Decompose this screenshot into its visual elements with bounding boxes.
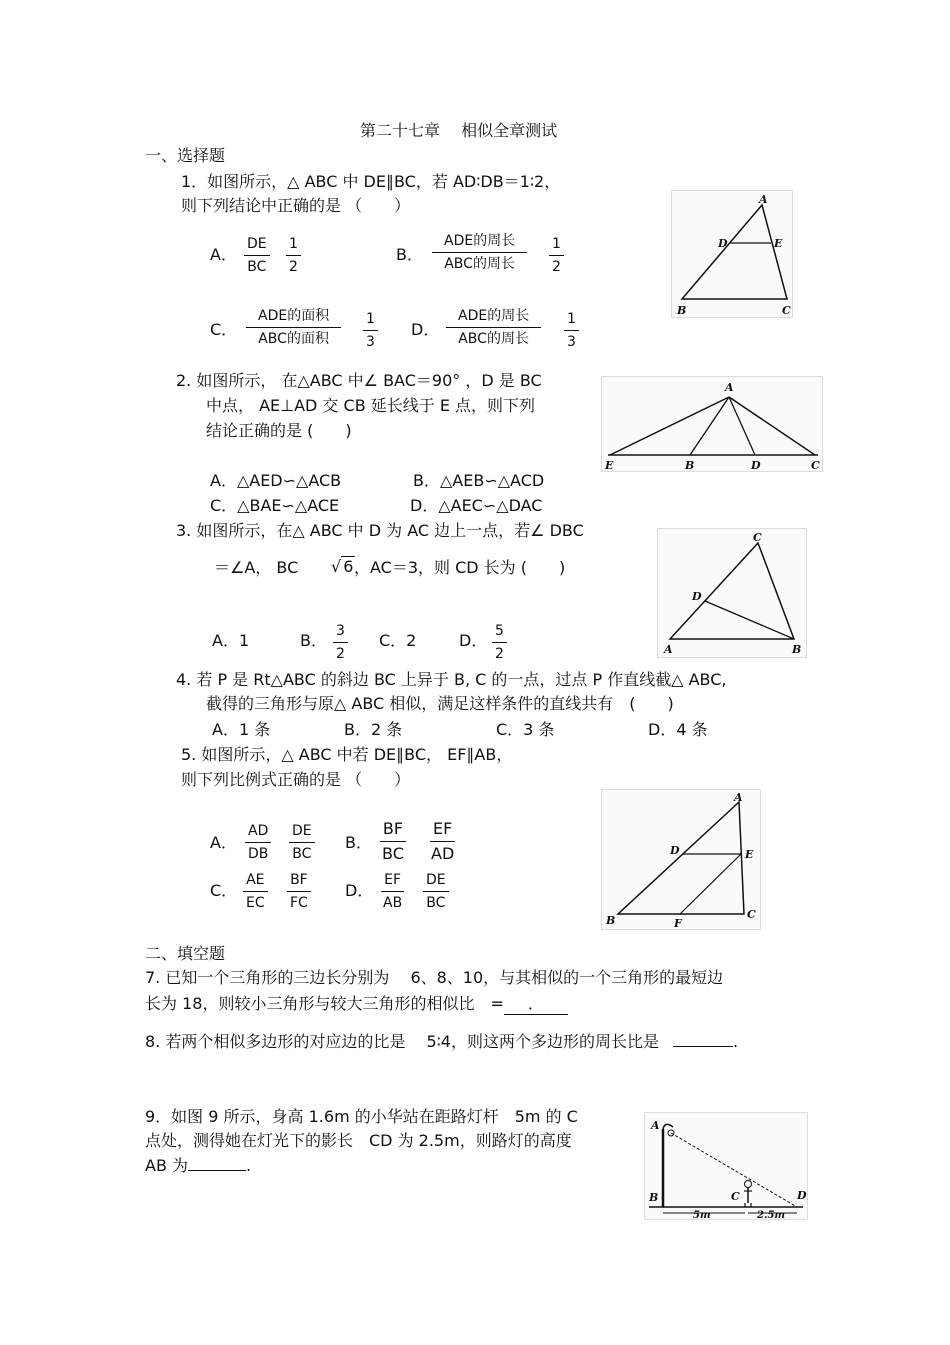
q5-figure (601, 789, 761, 930)
q1-a-denominator: BC (247, 259, 267, 275)
q9-stem-line3-text: AB 为 (145, 1156, 189, 1175)
q3-option-d-label: D． (459, 631, 488, 650)
q2-fig-label-b: B (685, 459, 695, 471)
q2-option-d: D．△AEC∽△DAC (410, 496, 543, 515)
q5-option-a-fraction2 (289, 823, 315, 862)
q4-option-a: A．1 条 (212, 720, 271, 739)
q1-a-value-num: 1 (286, 236, 301, 256)
q5-a1-numerator: AD (245, 823, 271, 843)
q3-option-c: C．2 (379, 631, 417, 650)
q5-stem-line2: 则下列比例式正确的是 （ ） (181, 770, 411, 789)
q5-option-b-fraction2 (428, 820, 457, 863)
q1-c-denominator: ABC的面积 (258, 331, 329, 347)
section-fill-heading: 二、填空题 (145, 944, 226, 963)
q3-sqrt-symbol: √ (331, 557, 342, 576)
q1-b-value-den: 2 (552, 259, 561, 275)
q5-option-a-label: A． (210, 833, 237, 852)
q3-fig-label-b: B (792, 643, 802, 656)
q2-fig-label-c: C (811, 459, 820, 471)
q5-b1-denominator: BC (382, 844, 404, 863)
q1-option-b-fraction (432, 233, 527, 272)
q7-stem-line2-text: 长为 18，则较小三角形与较大三角形的相似比 = (145, 994, 504, 1013)
q3-option-a: A．1 (212, 631, 250, 650)
q1-c-value-num: 1 (363, 311, 378, 331)
q1-fig-label-b: B (677, 304, 687, 317)
q3-d-denominator: 2 (495, 646, 504, 662)
q4-option-b: B．2 条 (344, 720, 403, 739)
q5-d1-denominator: AB (383, 895, 403, 911)
q9-fig-label-d: D (797, 1189, 807, 1202)
q1-option-d-value (564, 311, 579, 350)
q5-option-c-fraction1 (243, 872, 268, 911)
q3-b-numerator: 3 (333, 623, 348, 643)
q1-d-value-num: 1 (564, 311, 579, 331)
q1-b-numerator: ADE的周长 (432, 233, 527, 253)
q1-fig-label-a: A (759, 193, 768, 206)
q2-option-a: A．△AED∽△ACB (210, 471, 342, 490)
q4-stem-line2: 截得的三角形与原△ ABC 相似，满足这样条件的直线共有 ( ) (206, 694, 674, 713)
q3-option-b-label: B． (300, 631, 327, 650)
page-title: 第二十七章 相似全章测试 (360, 121, 558, 140)
q1-d-numerator: ADE的周长 (446, 308, 541, 328)
q8-stem-end: . (732, 1032, 739, 1051)
q5-option-d-label: D． (345, 881, 374, 900)
q9-fig-length-2-5m: 2.5m (757, 1210, 785, 1219)
q1-option-c-value (363, 311, 378, 350)
q3-option-d-fraction (492, 623, 507, 662)
q1-fig-label-c: C (782, 304, 791, 317)
q2-stem-line2: 中点， AE⊥AD 交 CB 延长线于 E 点，则下列 (206, 396, 536, 415)
q1-option-d-fraction (446, 308, 541, 347)
q5-d2-denominator: BC (426, 895, 446, 911)
q1-d-value-den: 3 (567, 334, 576, 350)
q5-fig-label-e: E (745, 848, 754, 861)
q5-fig-label-b: B (606, 914, 616, 927)
q1-option-b-label: B． (396, 245, 423, 264)
q1-option-a-value (286, 236, 301, 275)
q5-option-a-fraction1 (245, 823, 271, 862)
q3-d-numerator: 5 (492, 623, 507, 643)
q5-c1-numerator: AE (243, 872, 267, 892)
q8-stem-text: 8. 若两个相似多边形的对应边的比是 5∶4，则这两个多边形的周长比是 (145, 1032, 659, 1051)
q1-a-numerator: DE (244, 236, 270, 256)
q1-b-denominator: ABC的周长 (444, 256, 515, 272)
q3-fig-label-a: A (664, 643, 673, 656)
q5-c1-denominator: EC (246, 895, 265, 911)
q1-c-numerator: ADE的面积 (246, 308, 341, 328)
q1-fig-label-d: D (718, 237, 728, 250)
q8-answer-blank[interactable] (673, 1046, 733, 1047)
q5-a2-numerator: DE (289, 823, 315, 843)
q1-figure (671, 190, 793, 318)
q5-b2-denominator: AD (431, 844, 455, 863)
q9-fig-length-5m: 5m (693, 1210, 711, 1219)
q5-a2-denominator: BC (292, 846, 312, 862)
q5-c2-denominator: FC (290, 895, 308, 911)
q5-c2-numerator: BF (287, 872, 311, 892)
q4-option-c: C．3 条 (496, 720, 555, 739)
q5-option-b-fraction1 (379, 820, 407, 863)
q2-figure (601, 376, 823, 472)
q2-stem-line3: 结论正确的是 ( ) (206, 421, 352, 440)
q1-option-a-label: A． (210, 245, 237, 264)
q3-option-b-fraction (333, 623, 348, 662)
q2-option-b: B．△AEB∽△ACD (413, 471, 545, 490)
q1-option-d-label: D． (411, 320, 440, 339)
q5-fig-label-c: C (747, 908, 756, 921)
q5-b2-numerator: EF (430, 820, 455, 842)
q2-fig-label-e: E (605, 459, 614, 471)
q1-option-c-fraction (246, 308, 341, 347)
q9-stem-line3 (145, 1156, 251, 1176)
q9-fig-label-a: A (651, 1119, 660, 1132)
q7-stem-line1: 7. 已知一个三角形的三边长分别为 6、8、10，与其相似的一个三角形的最短边 (145, 968, 724, 987)
q1-a-value-den: 2 (289, 259, 298, 275)
q1-b-value-num: 1 (549, 236, 564, 256)
q3-fig-label-c: C (753, 531, 762, 544)
q1-option-b-value (549, 236, 564, 275)
q5-fig-label-a: A (734, 791, 743, 804)
q7-stem-line2 (145, 994, 568, 1015)
q1-option-c-label: C． (210, 320, 238, 339)
q1-stem-line2: 则下列结论中正确的是 （ ） (181, 196, 411, 215)
q7-answer-blank[interactable]: ． (504, 994, 568, 1015)
q5-d2-numerator: DE (423, 872, 449, 892)
q5-option-d-fraction2 (423, 872, 449, 911)
q5-stem-line1: 5. 如图所示，△ ABC 中若 DE∥BC， EF∥AB， (181, 745, 513, 764)
q9-stem-line1: 9．如图 9 所示，身高 1.6m 的小华站在距路灯杆 5m 的 C (145, 1107, 578, 1126)
q9-stem-end: . (246, 1156, 252, 1175)
q3-sqrt-value: 6 (343, 557, 354, 576)
q5-option-c-fraction2 (287, 872, 311, 911)
q5-fig-label-d: D (670, 844, 680, 857)
q5-option-c-label: C． (210, 881, 238, 900)
q9-fig-label-b: B (649, 1191, 659, 1204)
q5-fig-label-f: F (674, 917, 682, 929)
q2-fig-label-a: A (725, 381, 734, 394)
q1-d-denominator: ABC的周长 (458, 331, 529, 347)
q1-stem-line1: 1．如图所示，△ ABC 中 DE∥BC，若 AD∶DB＝1∶2， (181, 172, 561, 191)
q9-stem-line2: 点处，测得她在灯光下的影长 CD 为 2.5m，则路灯的高度 (145, 1131, 572, 1150)
q2-option-c: C．△BAE∽△ACE (210, 496, 340, 515)
q5-option-d-fraction1 (380, 872, 405, 911)
q1-option-a-fraction (244, 236, 270, 275)
section-choice-heading: 一、选择题 (145, 146, 226, 165)
q1-fig-label-e: E (774, 237, 783, 250)
q9-figure (644, 1112, 808, 1220)
q3-stem-line2b: ，AC＝3，则 CD 长为 ( ) (354, 558, 566, 577)
q3-fig-label-d: D (692, 590, 702, 603)
q8-stem (145, 1032, 738, 1052)
q3-stem-line2a: ＝∠A， BC (214, 558, 299, 577)
q2-fig-label-d: D (751, 459, 761, 471)
q5-option-b-label: B． (345, 833, 372, 852)
q9-fig-label-c: C (731, 1190, 740, 1203)
q3-sqrt (331, 557, 355, 577)
q5-a1-denominator: DB (248, 846, 269, 862)
q2-stem-line1: 2. 如图所示， 在△ABC 中∠ BAC＝90° ，D 是 BC (176, 371, 542, 390)
q5-d1-numerator: EF (381, 872, 404, 892)
q4-option-d: D．4 条 (648, 720, 708, 739)
q5-b1-numerator: BF (380, 820, 406, 842)
q3-figure (657, 528, 807, 658)
q3-b-denominator: 2 (336, 646, 345, 662)
q9-answer-blank[interactable] (188, 1170, 246, 1171)
q4-stem-line1: 4. 若 P 是 Rt△ABC 的斜边 BC 上异于 B, C 的一点，过点 P 作直线截△ ABC, (176, 670, 727, 689)
q3-stem-line1: 3. 如图所示，在△ ABC 中 D 为 AC 边上一点，若∠ DBC (176, 521, 584, 540)
q1-c-value-den: 3 (366, 334, 375, 350)
